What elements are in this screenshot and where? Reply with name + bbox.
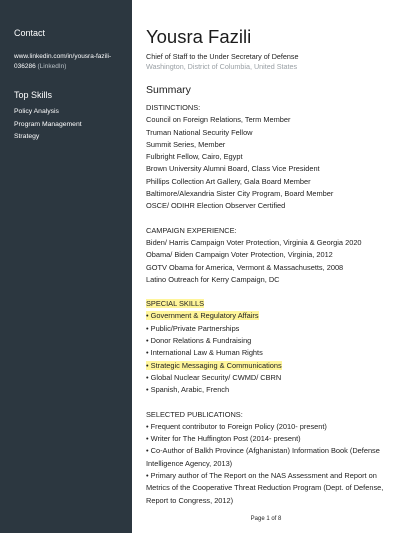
profile-location: Washington, District of Columbia, United States [146, 61, 298, 71]
special-skill-item [146, 360, 386, 372]
special-skill-item: • Spanish, Arabic, French [146, 385, 230, 395]
linkedin-tag: (LinkedIn) [37, 62, 67, 70]
publication-item: • Primary author of The Report on the NAS Assessment and Report on Metrics of the Cooperative Threat Reduction Program (Dept. of Defense, Report to Congress, 2012) [146, 471, 384, 505]
publication-item: • Co-Author of Balkh Province (Afghanistan) Information Book (Defense Intelligence Agency, 2013) [146, 446, 380, 468]
distinction-item: Truman National Security Fellow [146, 127, 253, 137]
distinction-item: Baltimore/Alexandria Sister City Program, Board Member [146, 189, 334, 199]
spacer [146, 213, 386, 225]
special-skill-item: • Public/Private Partnerships [146, 323, 240, 333]
special-skill-item: • International Law & Human Rights [146, 348, 263, 358]
spacer [146, 286, 386, 298]
campaign-heading: CAMPAIGN EXPERIENCE: [146, 225, 237, 235]
distinctions-heading: DISTINCTIONS: [146, 103, 201, 112]
profile-name: Yousra Fazili [146, 26, 252, 47]
top-skill-item: Program Management [14, 120, 82, 128]
spacer [146, 397, 386, 409]
campaign-item: GOTV Obama for America, Vermont & Massachusetts, 2008 [146, 262, 344, 272]
linkedin-link[interactable] [14, 52, 124, 71]
special-skills-heading [146, 298, 386, 310]
contact-heading: Contact [14, 28, 46, 38]
highlighted-text: SPECIAL SKILLS [146, 299, 205, 309]
publications-heading: SELECTED PUBLICATIONS: [146, 409, 243, 419]
distinction-item: Summit Series, Member [146, 139, 226, 149]
special-skill-item: • Donor Relations & Fundraising [146, 336, 252, 346]
top-skill-item: Policy Analysis [14, 108, 59, 115]
distinction-item: Fulbright Fellow, Cairo, Egypt [146, 152, 243, 162]
profile-headline: Chief of Staff to the Under Secretary of Defense [146, 52, 299, 61]
campaign-item: Obama/ Biden Campaign Voter Protection, Virginia, 2012 [146, 250, 333, 260]
distinction-item: Council on Foreign Relations, Term Member [146, 115, 291, 125]
top-skill-item: Strategy [14, 133, 40, 140]
special-skill-item [146, 310, 386, 322]
highlighted-text: • Strategic Messaging & Communications [146, 360, 282, 370]
campaign-item: Biden/ Harris Campaign Voter Protection, Virginia & Georgia 2020 [146, 237, 362, 247]
main-content [146, 26, 386, 507]
linkedin-url[interactable]: www.linkedin.com/in/yousra-fazili-036286 [14, 53, 112, 70]
special-skill-item: • Global Nuclear Security/ CWMD/ CBRN [146, 372, 282, 382]
distinction-item: Brown University Alumni Board, Class Vice President [146, 164, 320, 174]
distinction-item: Phillips Collection Art Gallery, Gala Board Member [146, 176, 311, 186]
distinction-item: OSCE/ ODIHR Election Observer Certified [146, 201, 286, 211]
campaign-item: Latino Outreach for Kerry Campaign, DC [146, 274, 280, 284]
top-skills-heading: Top Skills [14, 90, 53, 100]
publication-item: • Writer for The Huffington Post (2014- present) [146, 434, 301, 444]
page-number: Page 1 of 8 [250, 516, 282, 522]
publication-item: • Frequent contributor to Foreign Policy (2010- present) [146, 421, 327, 431]
sidebar [0, 0, 132, 533]
summary-title: Summary [146, 84, 191, 96]
highlighted-text: • Government & Regulatory Affairs [146, 311, 259, 321]
